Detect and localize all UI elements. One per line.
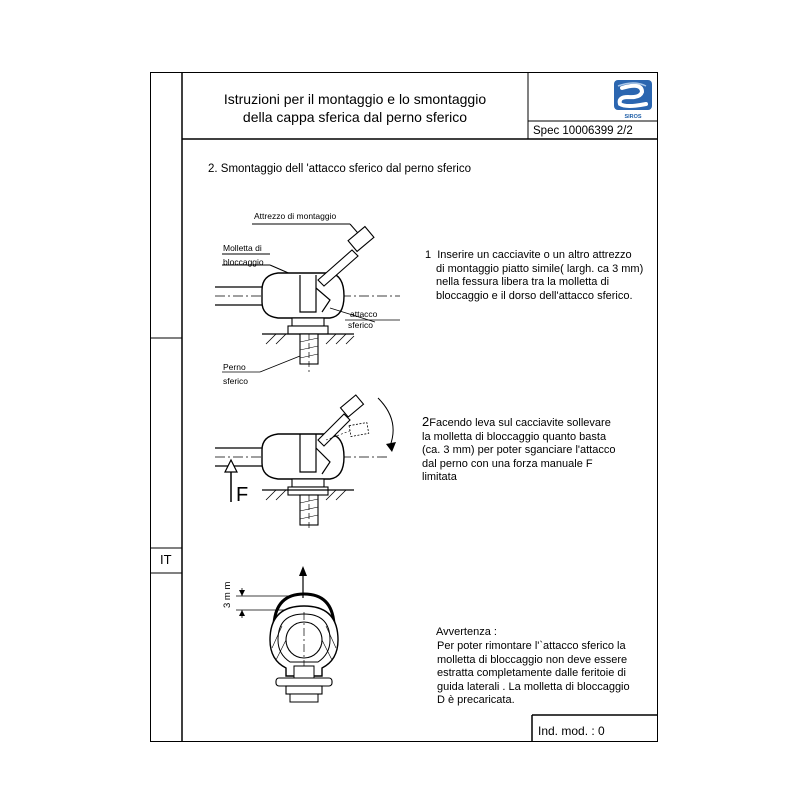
joint-label-line-1: attacco [350,309,378,319]
dimension-label-wrapper [220,560,240,610]
step-1-line-4: bloccaggio e il dorso dell'attacco sferico. [436,289,633,302]
note-body [437,640,657,708]
clip-label-line-1: Molletta di [223,243,262,253]
logo-text: SIROS [624,114,642,120]
step-2-number: 2 [422,414,430,429]
clip-label-line-2: bloccaggio [223,257,264,267]
note-line-2: molletta di bloccaggio non deve essere [437,653,628,666]
tool-label: Attrezzo di montaggio [254,211,337,221]
language-code: IT [160,552,172,567]
force-label: F [236,484,249,506]
note-line-5: D è precaricata. [437,694,515,706]
step-2-line-3: (ca. 3 mm) per poter sganciare l'attacco [422,444,616,456]
step-2-line-2: la molletta di bloccaggio quanto basta [422,430,607,443]
step-1-line-1: Inserire un cacciavite o un altro attrezzo [437,249,632,261]
step-2-line-5: limitata [422,471,457,483]
note-line-1: Per poter rimontare l'`attacco sferico la [437,640,626,652]
step-1-number: 1 [425,249,432,261]
note-title: Avvertenza : [436,626,497,638]
stud-label-line-1: Perno [223,362,246,372]
note-line-3: estratta completamente dalle feritoie di [437,667,626,679]
step-2-line-4: dal perno con una forza manuale F [422,457,593,470]
dimension-label: 3 m m [222,581,233,608]
index-modification: Ind. mod. : 0 [538,724,605,738]
note-line-4: guida laterali . La molletta di bloccaggio [437,680,630,693]
stud-label-line-2: sferico [223,376,249,386]
section-heading: 2. Smontaggio dell 'attacco sferico dal perno sferico [208,163,472,175]
title-line-2: della cappa sferica dal perno sferico [242,109,468,125]
joint-label-line-2: sferico [348,320,374,330]
step-1-line-3: nella fessura libera tra la molletta di [436,276,610,288]
step-1-line-2: di montaggio piatto simile( largh. ca 3 mm) [436,262,644,275]
spec-number: Spec 10006399 2/2 [533,125,633,137]
step-2-line-1: Facendo leva sul cacciavite sollevare [429,417,611,429]
title-line-1: Istruzioni per il montaggio e lo smontaggio [223,91,487,107]
